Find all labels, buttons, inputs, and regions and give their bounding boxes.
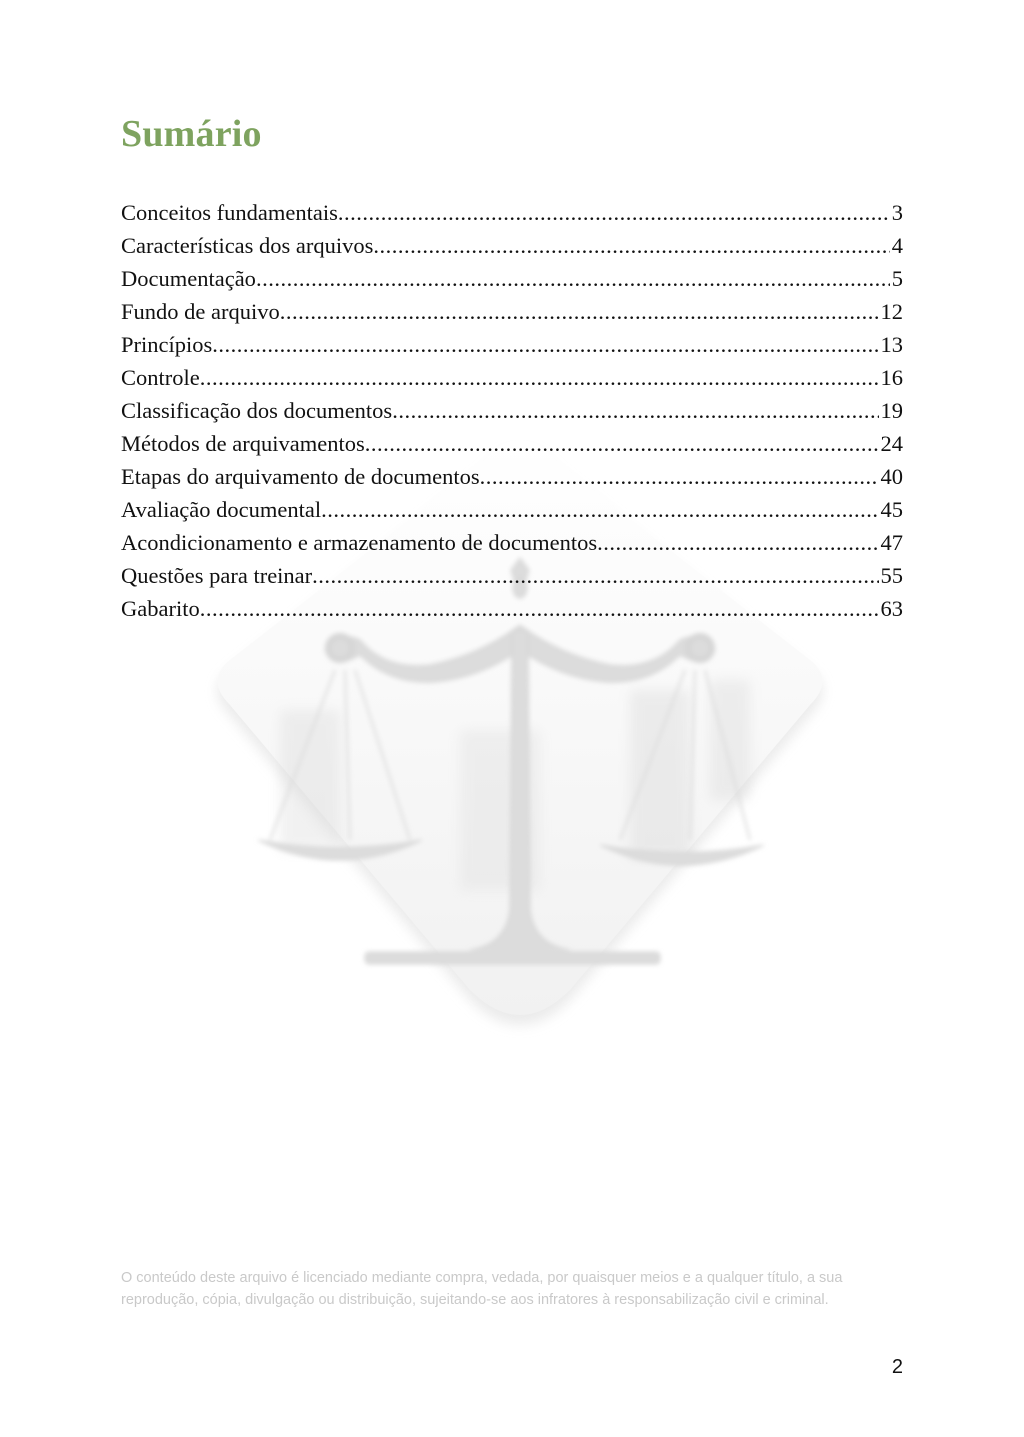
toc-entry-label: Conceitos fundamentais bbox=[121, 200, 338, 225]
toc-entry-page: 47 bbox=[880, 530, 903, 555]
toc-entry-label: Controle bbox=[121, 365, 200, 390]
toc-dot-leader bbox=[200, 592, 879, 625]
toc-entry-label: Documentação bbox=[121, 266, 256, 291]
license-notice: O conteúdo deste arquivo é licenciado mediante compra, vedada, por quaisquer meios e a qualquer título, a sua reprodução, cópia, divulgação ou distribuição, sujeitando-se aos infratores à responsabilização civil e criminal. bbox=[121, 1270, 843, 1308]
toc-entry[interactable] bbox=[121, 328, 903, 361]
toc-dot-leader bbox=[200, 361, 879, 394]
toc-entry-page: 24 bbox=[880, 431, 903, 456]
toc-entry[interactable] bbox=[121, 394, 903, 427]
toc-dot-leader bbox=[597, 526, 878, 559]
table-of-contents bbox=[121, 196, 903, 625]
toc-entry-page: 5 bbox=[891, 266, 903, 291]
toc-entry-label: Classificação dos documentos bbox=[121, 398, 393, 423]
toc-entry[interactable] bbox=[121, 262, 903, 295]
toc-dot-leader bbox=[321, 493, 878, 526]
toc-entry-label: Acondicionamento e armazenamento de documentos bbox=[121, 530, 598, 555]
toc-entry-page: 16 bbox=[880, 365, 903, 390]
toc-dot-leader bbox=[212, 328, 878, 361]
toc-entry-page: 4 bbox=[891, 233, 903, 258]
toc-dot-leader bbox=[280, 295, 879, 328]
toc-entry-page: 45 bbox=[880, 497, 903, 522]
toc-dot-leader bbox=[312, 559, 878, 592]
toc-dot-leader bbox=[392, 394, 878, 427]
toc-entry[interactable] bbox=[121, 196, 903, 229]
toc-entry-label: Gabarito bbox=[121, 596, 200, 621]
toc-entry-label: Fundo de arquivo bbox=[121, 299, 280, 324]
toc-entry-page: 40 bbox=[880, 464, 903, 489]
toc-entry[interactable] bbox=[121, 493, 903, 526]
toc-dot-leader bbox=[338, 196, 890, 229]
toc-entry-label: Princípios bbox=[121, 332, 213, 357]
toc-entry-page: 3 bbox=[891, 200, 903, 225]
toc-entry[interactable] bbox=[121, 427, 903, 460]
toc-dot-leader bbox=[365, 427, 879, 460]
toc-entry-page: 63 bbox=[880, 596, 903, 621]
toc-entry-label: Características dos arquivos bbox=[121, 233, 374, 258]
toc-dot-leader bbox=[373, 229, 889, 262]
toc-entry[interactable] bbox=[121, 361, 903, 394]
toc-dot-leader bbox=[480, 460, 879, 493]
toc-entry-label: Métodos de arquivamentos bbox=[121, 431, 365, 456]
toc-entry-page: 55 bbox=[880, 563, 903, 588]
toc-entry[interactable] bbox=[121, 592, 903, 625]
toc-entry-label: Questões para treinar bbox=[121, 563, 313, 588]
toc-entry[interactable] bbox=[121, 526, 903, 559]
toc-entry[interactable] bbox=[121, 559, 903, 592]
toc-entry[interactable] bbox=[121, 295, 903, 328]
toc-entry-label: Avaliação documental bbox=[121, 497, 322, 522]
toc-entry-page: 13 bbox=[880, 332, 903, 357]
toc-entry[interactable] bbox=[121, 229, 903, 262]
toc-entry-page: 12 bbox=[880, 299, 903, 324]
page-number: 2 bbox=[891, 1356, 903, 1378]
toc-dot-leader bbox=[256, 262, 890, 295]
toc-entry[interactable] bbox=[121, 460, 903, 493]
page-title: Sumário bbox=[121, 113, 262, 155]
toc-entry-page: 19 bbox=[880, 398, 903, 423]
toc-entry-label: Etapas do arquivamento de documentos bbox=[121, 464, 480, 489]
